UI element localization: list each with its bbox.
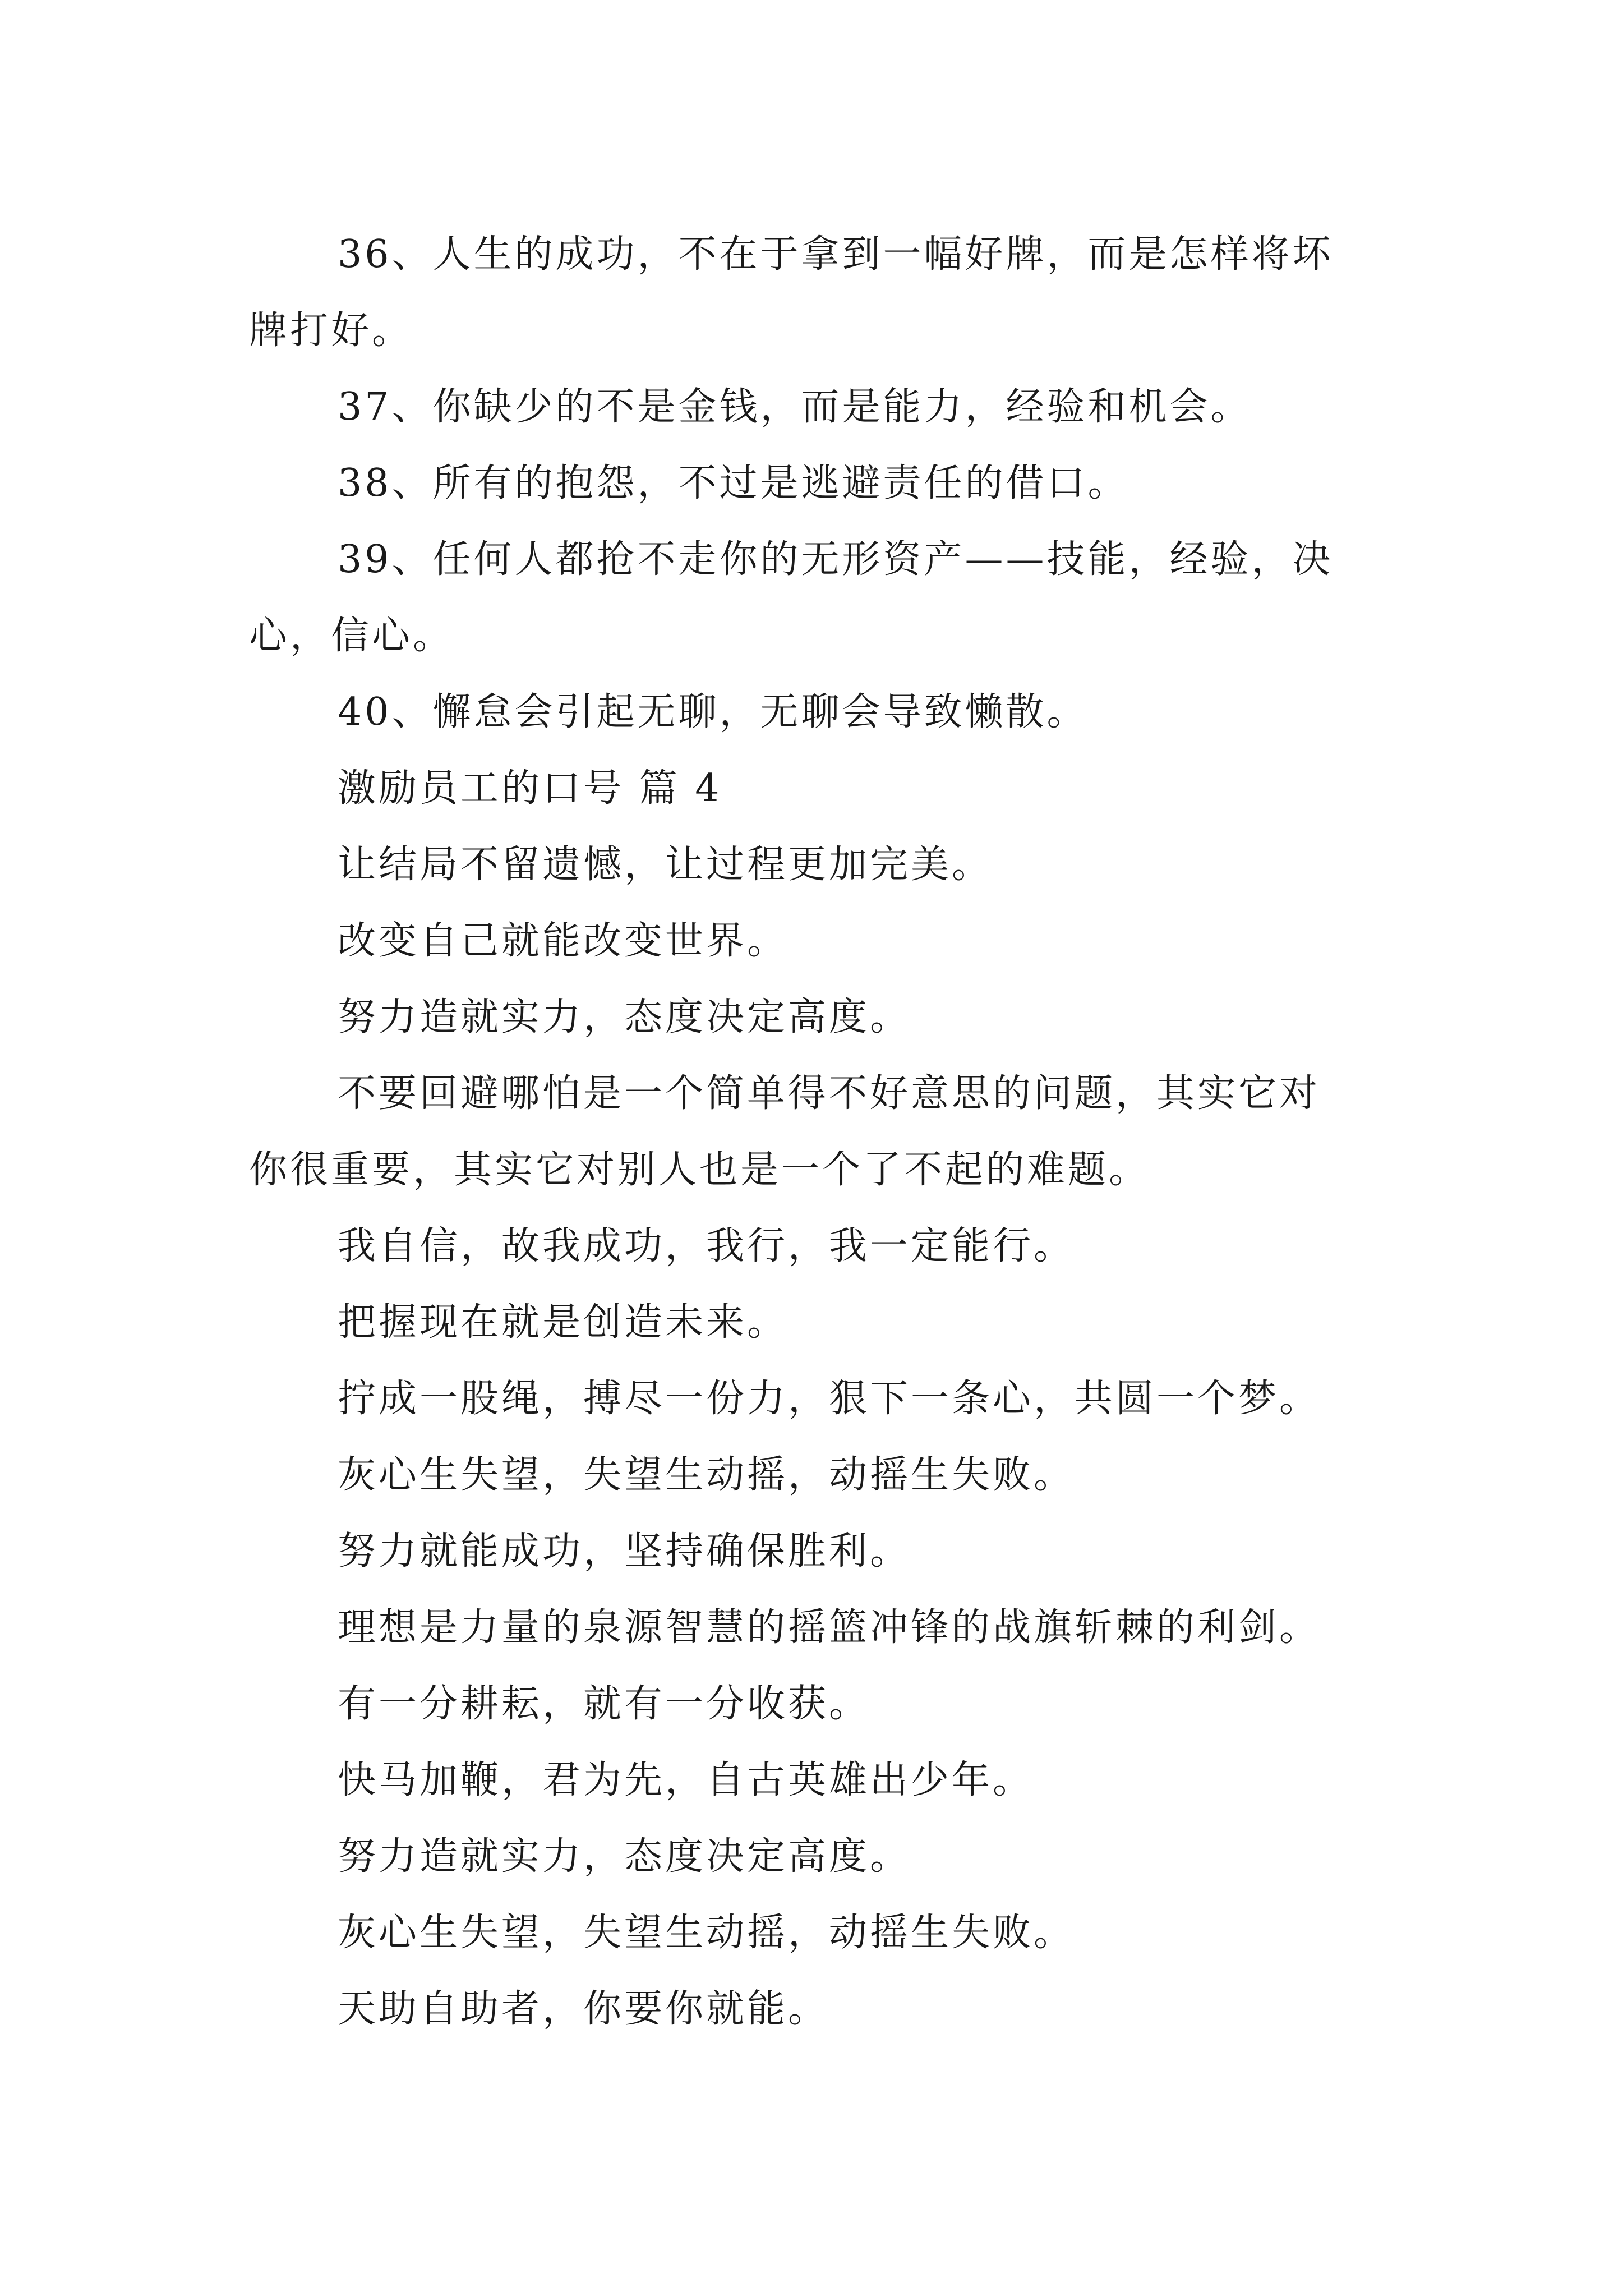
text-line: 快马加鞭，君为先，自古英雄出少年。 — [338, 1758, 1034, 1802]
text-line: 有一分耕耘，就有一分收获。 — [338, 1682, 870, 1726]
text-line: 把握现在就是创造未来。 — [338, 1300, 789, 1345]
text-line: 灰心生失望，失望生动摇，动摇生失败。 — [338, 1911, 1075, 1955]
text-line: 你很重要，其实它对别人也是一个了不起的难题。 — [249, 1148, 1150, 1192]
text-line: 38、所有的抱怨，不过是逃避责任的借口。 — [338, 461, 1129, 505]
text-line: 心，信心。 — [249, 614, 454, 658]
section-heading: 激励员工的口号 篇 4 — [338, 766, 722, 811]
text-line: 39、任何人都抢不走你的无形资产——技能，经验，决 — [338, 537, 1334, 582]
text-line: 不要回避哪怕是一个简单得不好意思的问题，其实它对 — [338, 1071, 1321, 1116]
text-line: 理想是力量的泉源智慧的摇篮冲锋的战旗斩棘的利剑。 — [338, 1605, 1321, 1650]
text-line: 37、你缺少的不是金钱，而是能力，经验和机会。 — [338, 385, 1252, 429]
text-line: 努力就能成功，坚持确保胜利。 — [338, 1529, 911, 1573]
text-line: 40、懈怠会引起无聊，无聊会导致懒散。 — [338, 690, 1088, 734]
text-line: 牌打好。 — [249, 309, 413, 353]
text-line: 灰心生失望，失望生动摇，动摇生失败。 — [338, 1453, 1075, 1497]
text-line: 拧成一股绳，搏尽一份力，狠下一条心，共圆一个梦。 — [338, 1377, 1321, 1421]
text-line: 努力造就实力，态度决定高度。 — [338, 1834, 911, 1879]
text-line: 我自信，故我成功，我行，我一定能行。 — [338, 1224, 1075, 1268]
text-line: 努力造就实力，态度决定高度。 — [338, 995, 911, 1039]
text-line: 36、人生的成功，不在于拿到一幅好牌，而是怎样将坏 — [338, 232, 1334, 277]
text-line: 天助自助者，你要你就能。 — [338, 1987, 829, 2031]
text-line: 改变自己就能改变世界。 — [338, 919, 789, 963]
document-body — [249, 217, 1421, 2047]
text-line: 让结局不留遗憾，让过程更加完美。 — [338, 843, 993, 887]
